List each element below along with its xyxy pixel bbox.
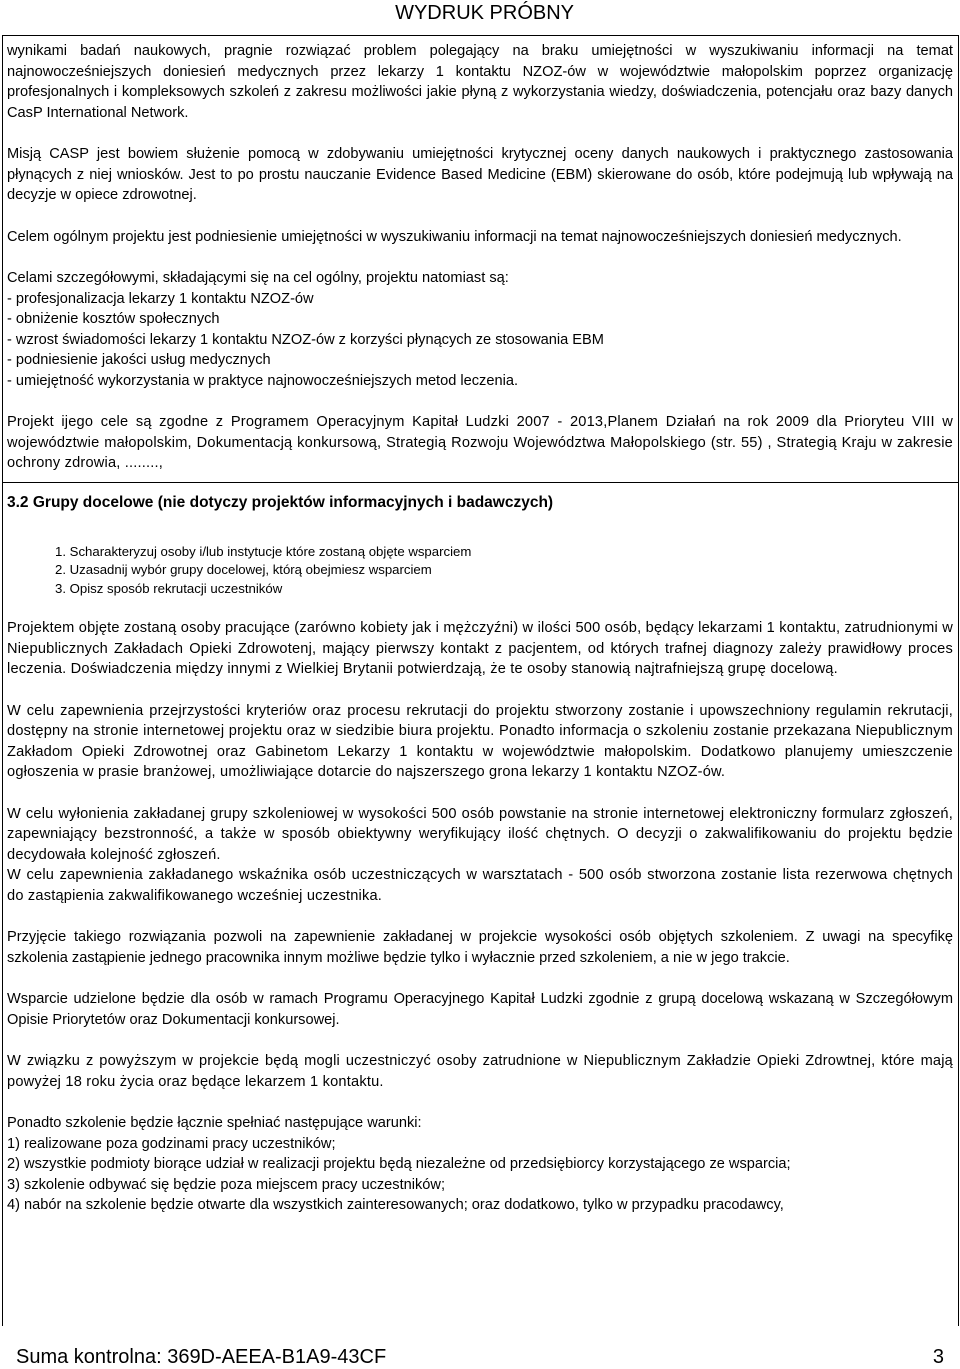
checksum-label: Suma kontrolna: 369D-AEEA-B1A9-43CF bbox=[16, 1346, 387, 1368]
page-number: 3 bbox=[932, 1346, 944, 1368]
list-item: - umiejętność wykorzystania w praktyce najnowocześniejszych metod leczenia. bbox=[7, 372, 519, 389]
list-item: 3) szkolenie odbywać się będzie poza miejscem pracy uczestników; bbox=[7, 1176, 446, 1193]
paragraph-conditions-intro: Ponadto szkolenie będzie łącznie spełniać następujące warunki: bbox=[7, 1115, 422, 1131]
paragraph-selection: W celu wyłonienia zakładanej grupy szkoleniowej w wysokości 500 osób powstanie na stronie internetowej elektroniczny formularz zgłoszeń, zapewniający bezstronność, a także w sposób obiektywny weryfikujący ilość chętnych. O decyzji o zakwalifikowaniu do projektu będzie decydowała kolejność zgłoszeń. bbox=[7, 805, 953, 863]
list-item: 2. Uzasadnij wybór grupy docelowej, którą obejmiesz wsparciem bbox=[55, 562, 432, 577]
document-body bbox=[7, 41, 953, 1216]
list-item: - obniżenie kosztów społecznych bbox=[7, 311, 220, 327]
paragraph-casp-mission: Misją CASP jest bowiem służenie pomocą w zdobywaniu umiejętności krytycznej oceny danych naukowych i praktycznego zastosowania płynących z niej wniosków. Jest to po prostu nauczanie Evidence Based Medicine (EBM) skierowane do osób, które podejmują lub wpływają na decyzje w opiece zdrowotnej. bbox=[7, 146, 953, 203]
paragraph-specific-goals-intro: Celami szczegółowymi, składającymi się na cel ogólny, projektu natomiast są: bbox=[7, 270, 509, 286]
list-item: - wzrost świadomości lekarzy 1 kontaktu NZOZ-ów z korzyści płynących ze stosowania EBM bbox=[7, 331, 604, 348]
paragraph-recruitment: W celu zapewnienia przejrzystości kryteriów oraz procesu rekrutacji do projektu stworzony zostanie i upowszechniony regulamin rekrutacji, dostępny na stronie internetowej projektu oraz w siedzibie biura projektu. Ponadto informacja o szkoleniu zostanie przekazana Niepublicznym Zakładom Opieki Zdrowotnej oraz Gabinetom Lekarzy 1 kontaktu w województwie małopolskim. Dodatkowo planujemy umieszczenie ogłoszenia w prasie branżowej, umożliwiające dotarcie do najszerszego grona lekarzy 1 kontaktu NZOZ-ów. bbox=[7, 702, 953, 780]
list-item: 3. Opisz sposób rekrutacji uczestników bbox=[55, 580, 283, 596]
paragraph-general-goal: Celem ogólnym projektu jest podniesienie umiejętności w wyszukiwaniu informacji na temat najnowocześniejszych doniesień medycznych. bbox=[7, 228, 902, 245]
paragraph-reserve-list: W celu zapewnienia zakładanego wskaźnika osób uczestniczących w warsztatach - 500 osób stworzona zostanie lista rezerwowa chętnych do zastąpienia zakwalifikowanego wcześniej uczestnika. bbox=[7, 867, 953, 904]
paragraph-target-group: Projektem objęte zostaną osoby pracujące (zarówno kobiety jak i mężczyźni) w ilości 500 osób, będący lekarzami 1 kontaktu, zatrudnionymi w Niepublicznych Zakładach Opieki Zdrowotenj, mający pierwszy kontakt z pacjentem, od których trafnej diagnozy zależy prawidłowy proces leczenia. Doświadczenia między innymi z Wielkiej Brytanii potwierdzają, że te osoby stanowią najtrafniejszą grupę docelową. bbox=[7, 620, 953, 677]
list-item: - podniesienie jakości usług medycznych bbox=[7, 352, 271, 368]
page-header bbox=[0, 0, 960, 28]
paragraph-casp-intro: wynikami badań naukowych, pragnie rozwiązać problem polegający na braku umiejętności w wyszukiwaniu informacji na temat najnowocześniejszych doniesień medycznych przez lekarzy 1 kontaktu NZOZ-ów w województwie małopolskim poprzez organizację profesjonalnych i kompleksowych szkoleń z zakresu możliwości jakie płyną z wykorzystania wiedzy, doświadczenia, potencjału oraz bazy danych CasP International Network. bbox=[7, 43, 953, 121]
list-item: 1) realizowane poza godzinami pracy uczestników; bbox=[7, 1135, 336, 1152]
guidance-questions bbox=[55, 543, 953, 599]
paragraph-replacement: Przyjęcie takiego rozwiązania pozwoli na zapewnienie zakładanej w projekcie wysokości osób objętych szkoleniem. Z uwagi na specyfikę szkolenia zastąpienie jednego pracownika innym możliwe będzie tylko i wyłacznie przed szkoleniem, a nie w jego trakcie. bbox=[7, 929, 953, 966]
list-item: - profesjonalizacja lekarzy 1 kontaktu NZOZ-ów bbox=[7, 290, 314, 307]
section-heading: 3.2 Grupy docelowe (nie dotyczy projektów informacyjnych i badawczych) bbox=[7, 493, 554, 511]
paragraph-support: Wsparcie udzielone będzie dla osób w ramach Programu Operacyjnego Kapitał Ludzki zgodnie z grupą docelową wskazaną w Szczegółowym Opisie Priorytetów oraz Dokumentacji konkursowej. bbox=[7, 991, 953, 1028]
list-item: 2) wszystkie podmioty biorące udział w realizacji projektu będą niezależne od przedsiębiorcy korzystającego ze wsparcia; bbox=[7, 1156, 791, 1172]
section-divider bbox=[2, 482, 958, 483]
list-item: 1. Scharakteryzuj osoby i/lub instytucje które zostaną objęte wsparciem bbox=[55, 543, 472, 559]
paragraph-compliance: Projekt ijego cele są zgodne z Programem Operacyjnym Kapitał Ludzki 2007 - 2013,Planem Działań na rok 2009 dla Prioryteu VIII w województwie małopolskim, Dokumentacją konkursową, Strategią Rozwoju Województwa Małopolskiego (str. 55) , Strategią Kraju w zakresie ochrony zdrowia, ........, bbox=[7, 414, 953, 471]
list-item: 4) nabór na szkolenie będzie otwarte dla wszystkich zainteresowanych; oraz dodatkowo, tylko w przypadku pracodawcy, bbox=[7, 1197, 784, 1213]
paragraph-eligibility: W związku z powyższym w projekcie będą mogli uczestniczyć osoby zatrudnione w Niepublicznym Zakładzie Opieki Zdrowtnej, które mają powyżej 18 roku życia oraz będące lekarzem 1 kontaktu. bbox=[7, 1053, 953, 1090]
header-title: WYDRUK PRÓBNY bbox=[395, 2, 574, 24]
